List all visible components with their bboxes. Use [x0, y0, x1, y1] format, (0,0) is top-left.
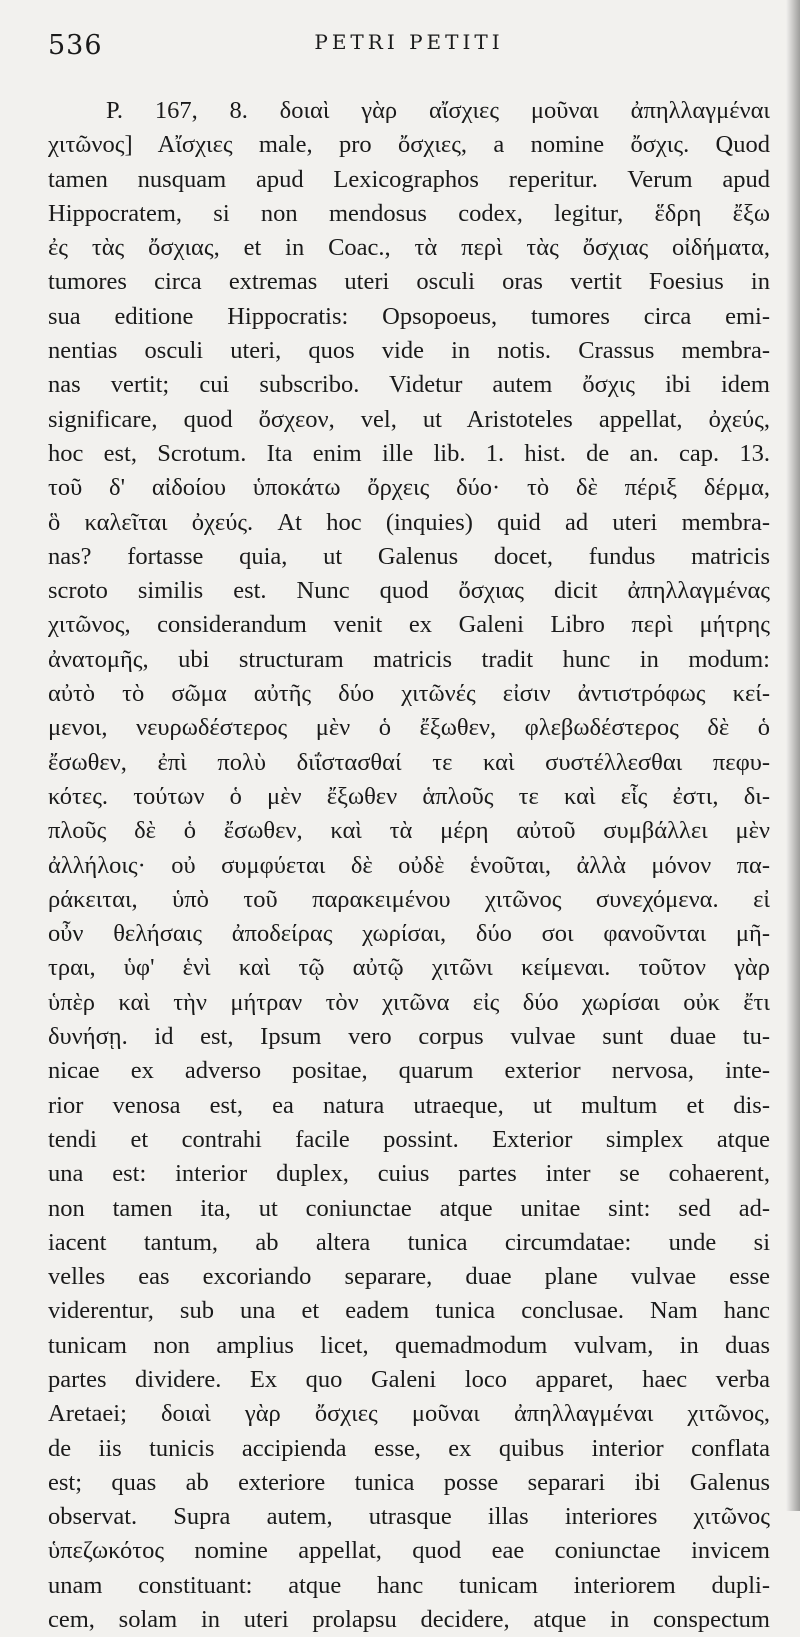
- text-line: una est: interior duplex, cuius partes inter se cohaerent,: [48, 1160, 770, 1188]
- text-line: ράκειται, ὑπὸ τοῦ παρακειμένου χιτῶνος συνεχόμενα. εἰ: [48, 885, 770, 913]
- text-line: ἔσωθεν, ἐπὶ πολὺ διΐστασθαί τε καὶ συστέλλεσθαι πεφυ-: [48, 748, 770, 776]
- text-line: tunicam non amplius licet, quemadmodum vulvam, in duas: [48, 1331, 770, 1359]
- text-line: κότες. τούτων ὁ μὲν ἔξωθεν ἁπλοῦς τε καὶ εἷς ἐστι, δι-: [48, 782, 770, 810]
- text-line: nicae ex adverso positae, quarum exterior nervosa, inte-: [48, 1057, 770, 1085]
- text-line: non tamen ita, ut coniunctae atque unitae sint: sed ad-: [48, 1194, 770, 1222]
- text-line: ὑπεζωκότος nomine appellat, quod eae coniunctae invicem: [48, 1537, 770, 1565]
- page-header: [48, 22, 770, 74]
- text-line: τραι, ὑφ' ἑνὶ καὶ τῷ αὐτῷ χιτῶνι κείμεναι. τοῦτον γὰρ: [48, 954, 770, 982]
- text-line: τοῦ δ' αἰδοίου ὑποκάτω ὄρχεις δύο· τὸ δὲ πέριξ δέρμα,: [48, 474, 770, 502]
- page-number: 536: [48, 30, 103, 61]
- text-line: ὃ καλεῖται ὀχεύς. At hoc (inquies) quid ad uteri membra-: [48, 508, 770, 536]
- text-line: ὑπὲρ καὶ τὴν μήτραν τὸν χιτῶνα εἰς δύο χωρίσαι οὐκ ἔτι: [48, 988, 770, 1016]
- text-line: P. 167, 8. δοιαὶ γὰρ αἴσχιες μοῦναι ἀπηλλαγμέναι: [106, 97, 770, 124]
- text-line: ἀνατομῆς, ubi structuram matricis tradit hunc in modum:: [48, 645, 770, 673]
- text-line: Aretaei; δοιαὶ γὰρ ὄσχιες μοῦναι ἀπηλλαγμέναι χιτῶνος,: [48, 1400, 770, 1428]
- text-line: ἐς τὰς ὄσχιας, et in Coac., τὰ περὶ τὰς ὄσχιας οἰδήματα,: [48, 234, 770, 262]
- text-line: sua editione Hippocratis: Opsopoeus, tumores circa emi-: [48, 302, 770, 330]
- text-line: scroto similis est. Nunc quod ὄσχιας dicit ἀπηλλαγμένας: [48, 577, 770, 605]
- text-line: tamen nusquam apud Lexicographos reperitur. Verum apud: [48, 165, 770, 193]
- text-line: αὐτὸ τὸ σῶμα αὐτῆς δύο χιτῶνές εἰσιν ἀντιστρόφως κεί-: [48, 680, 770, 708]
- text-line: est; quas ab exteriore tunica posse separari ibi Galenus: [48, 1468, 770, 1496]
- text-line: tumores circa extremas uteri osculi oras vertit Foesius in: [48, 268, 770, 296]
- text-line: nas? fortasse quia, ut Galenus docet, fundus matricis: [48, 542, 770, 570]
- text-line: rior venosa est, ea natura utraeque, ut multum et dis-: [48, 1091, 770, 1119]
- text-line: unam constituant: atque hanc tunicam interiorem dupli-: [48, 1571, 770, 1599]
- text-line: Hippocratem, si non mendosus codex, legitur, ἕδρη ἔξω: [48, 199, 770, 227]
- text-line: partes dividere. Ex quo Galeni loco apparet, haec verba: [48, 1365, 770, 1393]
- text-line: iacent tantum, ab altera tunica circumdatae: unde si: [48, 1228, 770, 1256]
- text-line: οὖν θελήσαις ἀποδείρας χωρίσαι, δύο σοι φανοῦνται μῆ-: [48, 920, 770, 948]
- commentary-text: [48, 94, 770, 1637]
- text-line: nas vertit; cui subscribo. Videtur autem ὄσχις ibi idem: [48, 371, 770, 399]
- text-line: significare, quod ὄσχεον, vel, ut Aristoteles appellat, ὀχεύς,: [48, 405, 770, 433]
- text-line: δυνήσῃ. id est, Ipsum vero corpus vulvae sunt duae tu-: [48, 1023, 770, 1051]
- text-line: πλοῦς δὲ ὁ ἔσωθεν, καὶ τὰ μέρη αὐτοῦ συμβάλλει μὲν: [48, 817, 770, 845]
- text-line: observat. Supra autem, utrasque illas interiores χιτῶνος: [48, 1503, 770, 1531]
- text-line: χιτῶνος] Αἴσχιες male, pro ὄσχιες, a nomine ὄσχις. Quod: [48, 131, 770, 159]
- text-line: velles eas excoriando separare, duae plane vulvae esse: [48, 1263, 770, 1291]
- text-line: μενοι, νευρωδέστερος μὲν ὁ ἔξωθεν, φλεβωδέστερος δὲ ὁ: [48, 714, 770, 742]
- text-line: de iis tunicis accipienda esse, ex quibus interior conflata: [48, 1434, 770, 1462]
- text-line: cem, solam in uteri prolapsu decidere, atque in conspectum: [48, 1606, 770, 1634]
- text-line: nentias osculi uteri, quos vide in notis. Crassus membra-: [48, 337, 770, 365]
- running-head: PETRI PETITI: [314, 30, 504, 54]
- text-line: hoc est, Scrotum. Ita enim ille lib. 1. hist. de an. cap. 13.: [48, 439, 770, 467]
- text-line: ἀλλήλοις· οὐ συμφύεται δὲ οὐδὲ ἑνοῦται, ἀλλὰ μόνον πα-: [48, 851, 770, 879]
- text-line: viderentur, sub una et eadem tunica conclusae. Nam hanc: [48, 1297, 770, 1325]
- text-line: tendi et contrahi facile possint. Exterior simplex atque: [48, 1125, 770, 1153]
- text-line: χιτῶνος, considerandum venit ex Galeni Libro περὶ μήτρης: [48, 611, 770, 639]
